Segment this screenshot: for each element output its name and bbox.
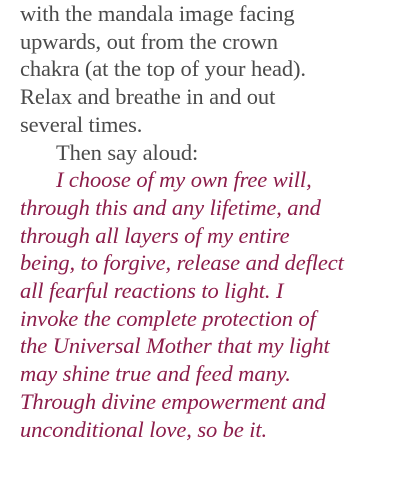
text-line: all fearful reactions to light. I (20, 278, 284, 304)
text-line: through all layers of my entire (20, 222, 290, 248)
text-line: unconditional love, so be it. (20, 416, 268, 442)
text-line: may shine true and feed many. (20, 361, 291, 387)
text-line: upwards, out from the crown (20, 28, 278, 54)
text-line: several times. (20, 111, 143, 137)
text-line: the Universal Mother that my light (20, 333, 330, 359)
text-line: through this and any lifetime, and (20, 194, 321, 220)
text-line: Then say aloud: (56, 139, 199, 165)
page-text (20, 0, 398, 443)
text-line: invoke the complete protection of (20, 305, 316, 331)
text-line: chakra (at the top of your head). (20, 56, 306, 82)
text-line: I choose of my own free will, (56, 167, 312, 193)
text-line: with the mandala image facing (20, 1, 295, 26)
invocation-paragraph (20, 166, 398, 443)
prompt-paragraph (20, 139, 398, 167)
instructions-paragraph (20, 0, 398, 139)
text-line: Through divine empowerment and (20, 388, 326, 414)
text-line: being, to forgive, release and deflect (20, 250, 344, 276)
text-line: Relax and breathe in and out (20, 84, 276, 110)
